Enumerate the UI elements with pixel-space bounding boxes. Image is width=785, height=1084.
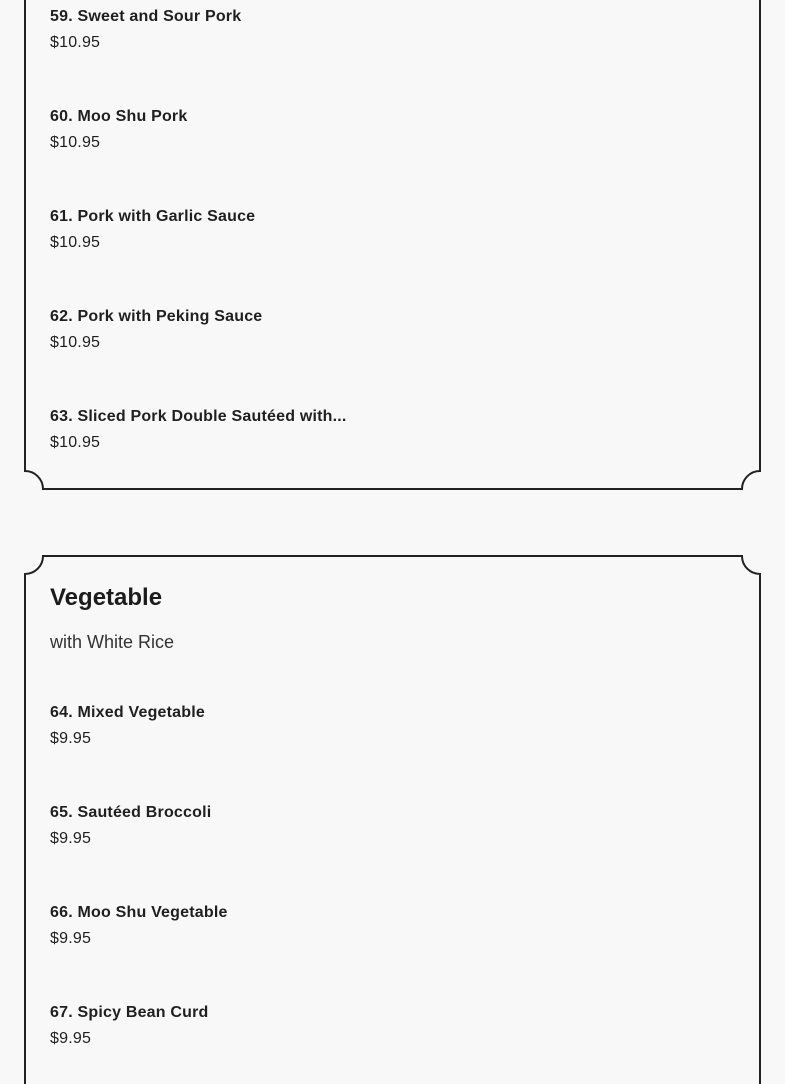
menu-item-64[interactable] [50,702,735,802]
item-name: 60. Moo Shu Pork [50,108,188,125]
pork-item-list [50,6,735,506]
item-name: 63. Sliced Pork Double Sautéed with... [50,408,347,425]
item-name: 64. Mixed Vegetable [50,704,205,721]
item-price: $9.95 [50,1030,92,1047]
menu-item-62[interactable] [50,306,735,406]
item-name: 59. Sweet and Sour Pork [50,8,242,25]
item-price: $10.95 [50,434,101,451]
item-name: 67. Spicy Bean Curd [50,1004,209,1021]
vegetable-item-list [50,702,735,1084]
menu-item-67[interactable] [50,1002,735,1084]
item-price: $10.95 [50,234,101,251]
menu-item-66[interactable] [50,902,735,1002]
section-subtitle: with White Rice [50,632,175,652]
item-price: $10.95 [50,34,101,51]
menu-item-65[interactable] [50,802,735,902]
item-name: 61. Pork with Garlic Sauce [50,208,256,225]
menu-item-59[interactable] [50,6,735,106]
menu-item-61[interactable] [50,206,735,306]
menu-item-60[interactable] [50,106,735,206]
item-price: $9.95 [50,730,92,747]
item-price: $9.95 [50,930,92,947]
menu-item-63[interactable] [50,406,735,506]
item-price: $10.95 [50,334,101,351]
item-name: 66. Moo Shu Vegetable [50,904,228,921]
item-name: 62. Pork with Peking Sauce [50,308,263,325]
section-title: Vegetable [50,584,163,611]
item-price: $10.95 [50,134,101,151]
pork-menu-card [24,0,761,491]
vegetable-menu-card [24,555,761,1084]
item-name: 65. Sautéed Broccoli [50,804,212,821]
item-price: $9.95 [50,830,92,847]
